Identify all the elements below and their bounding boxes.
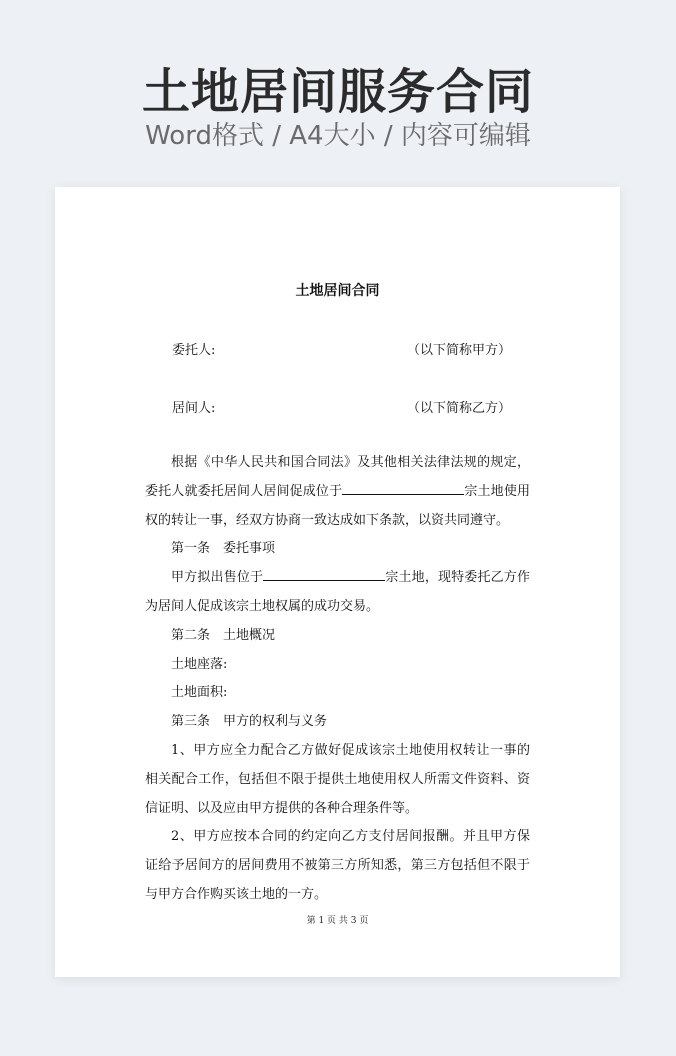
clause-1: 1、甲方应全力配合乙方做好促成该宗土地使用权转让一事的相关配合工作，包括但不限于提供土地使用权人所需文件资料、资信证明、以及应由甲方提供的各种合理条件等。 xyxy=(145,742,530,816)
contract-body xyxy=(145,449,530,910)
document-page xyxy=(55,187,620,977)
article-2-title: 第二条 土地概况 xyxy=(171,627,276,643)
party-broker-label: 居间人: xyxy=(172,401,216,416)
intro-text-b: 宗土地使用权的转让一事，经双方协商一致达成如下条款，以资共同遵守。 xyxy=(145,483,530,528)
banner-subtitle: Word格式 / A4大小 / 内容可编辑 xyxy=(145,121,531,151)
article-1-text-b: 宗土地，现特委托乙方作为居间人促成该宗土地权属的成功交易。 xyxy=(145,570,530,614)
document-title: 土地居间合同 xyxy=(295,283,380,299)
party-client-note: （以下简称甲方） xyxy=(407,343,512,358)
intro-text-a: 根据《中华人民共和国合同法》及其他相关法律法规的规定，委托人就委托居间人居间促成位于 xyxy=(145,455,530,499)
party-broker-note: （以下简称乙方） xyxy=(407,401,512,416)
article-1-title: 第一条 委托事项 xyxy=(171,541,276,557)
sale-location-blank[interactable] xyxy=(263,566,385,581)
land-area-label: 土地面积: xyxy=(171,685,228,701)
party-client-label: 委托人: xyxy=(172,343,216,358)
article-3-title: 第三条 甲方的权利与义务 xyxy=(171,714,328,730)
banner-title: 土地居间服务合同 xyxy=(141,64,534,120)
page-number: 第 1 页 共 3 页 xyxy=(306,916,369,926)
land-location-blank[interactable] xyxy=(342,480,464,495)
clause-2: 2、甲方应按本合同的约定向乙方支付居间报酬。并且甲方保证给予居间方的居间费用不被第三方所知悉，第三方包括但不限于与甲方合作购买该土地的一方。 xyxy=(145,829,530,902)
article-1-paragraph xyxy=(145,564,530,622)
article-1-text-a: 甲方拟出售位于 xyxy=(171,570,264,586)
land-location-label: 土地座落: xyxy=(171,656,228,672)
intro-paragraph xyxy=(145,449,530,535)
